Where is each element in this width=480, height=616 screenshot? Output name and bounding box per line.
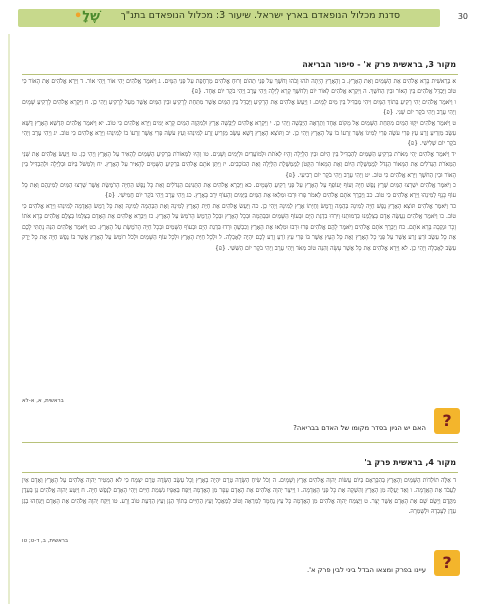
source1-rule [22,74,458,75]
source1-text [22,77,456,395]
source1-paragraph: ו וַיֹּאמֶר אֱלֹהִים יְהִי רָקִיעַ בְּתוֹךְ הַמָּיִם וִיהִי מַבְדִּיל בֵּין מַיִם לָמָיִם. ז וַיַּעַשׂ אֱלֹהִים אֶת הָרָקִיעַ וַיַּבְדֵּל בֵּין הַמַּיִם אֲשֶׁר מִתַּחַת לָרָקִיעַ וּבֵין הַמַּיִם אֲשֶׁר מֵעַל לָרָקִיעַ וַיְהִי כֵן. ח וַיִּקְרָא אֱלֹהִים לָרָקִיעַ שָׁמָיִם וַיְהִי עֶרֶב וַיְהִי בֹקֶר יוֹם שֵׁנִי. {פ} [22,98,456,117]
source1-title: מקור 3, בראשית פרק א' - סיפור הבריאה [302,60,456,69]
source1-paragraph: א בְּרֵאשִׁית בָּרָא אֱלֹהִים אֵת הַשָּׁמַיִם וְאֵת הָאָרֶץ. ב וְהָאָרֶץ הָיְתָה תֹהוּ וָבֹהוּ וְחֹשֶׁךְ עַל פְּנֵי תְהוֹם וְרוּחַ אֱלֹהִים מְרַחֶפֶת עַל פְּנֵי הַמָּיִם. ג וַיֹּאמֶר אֱלֹהִים יְהִי אוֹר וַיְהִי אוֹר. ד וַיַּרְא אֱלֹהִים אֶת הָאוֹר כִּי טוֹב וַיַּבְדֵּל אֱלֹהִים בֵּין הָאוֹר וּבֵין הַחֹשֶׁךְ. ה וַיִּקְרָא אֱלֹהִים לָאוֹר יוֹם וְלַחֹשֶׁךְ קָרָא לָיְלָה וַיְהִי עֶרֶב וַיְהִי בֹקֶר יוֹם אֶחָד. {פ} [22,78,456,96]
question1-text: האם יש הגיון בסדר מקומו של האדם בבריאה? [293,424,426,432]
logo-text: שֶׁלָ [82,9,100,24]
page-number: 30 [457,12,468,21]
source2-paragraph: ד אֵלֶּה תוֹלְדוֹת הַשָּׁמַיִם וְהָאָרֶץ בְּהִבָּרְאָם בְּיוֹם עֲשׂוֹת יְהוָה אֱלֹהִים אֶרֶץ וְשָׁמָיִם. ה וְכֹל שִׂיחַ הַשָּׂדֶה טֶרֶם יִהְיֶה בָאָרֶץ וְכָל עֵשֶׂב הַשָּׂדֶה טֶרֶם יִצְמָח כִּי לֹא הִמְטִיר יְהוָה אֱלֹהִים עַל הָאָרֶץ וְאָדָם אַיִן לַעֲבֹד אֶת הָאֲדָמָה. ו וְאֵד יַעֲלֶה מִן הָאָרֶץ וְהִשְׁקָה אֶת כָּל פְּנֵי הָאֲדָמָה. ז וַיִּיצֶר יְהוָה אֱלֹהִים אֶת הָאָדָם עָפָר מִן הָאֲדָמָה וַיִּפַּח בְּאַפָּיו נִשְׁמַת חַיִּים וַיְהִי הָאָדָם לְנֶפֶשׁ חַיָּה. ח וַיִּטַּע יְהוָה אֱלֹהִים גַּן בְּעֵדֶן מִקֶּדֶם וַיָּשֶׂם שָׁם אֶת הָאָדָם אֲשֶׁר יָצָר. ט וַיַּצְמַח יְהוָה אֱלֹהִים מִן הָאֲדָמָה כָּל עֵץ נֶחְמָד לְמַרְאֶה וְטוֹב לְמַאֲכָל וְעֵץ הַחַיִּים בְּתוֹךְ הַגָּן וְעֵץ הַדַּעַת טוֹב וָרָע. טו וַיִּקַּח יְהוָה אֱלֹהִים אֶת הָאָדָם וַיַּנִּחֵהוּ בְגַן עֵדֶן לְעָבְדָהּ וּלְשָׁמְרָהּ. [22,477,456,516]
header-title: סדנת מכלול הנופאדם בארץ ישראל. שיעור 3: מכלול הנופאדם בתנ"ך [120,10,400,21]
source1-paragraph: כ וַיֹּאמֶר אֱלֹהִים יִשְׁרְצוּ הַמַּיִם שֶׁרֶץ נֶפֶשׁ חַיָּה וְעוֹף יְעוֹפֵף עַל הָאָרֶץ עַל פְּנֵי רְקִיעַ הַשָּׁמָיִם. כא וַיִּבְרָא אֱלֹהִים אֶת הַתַּנִּינִם הַגְּדֹלִים וְאֵת כָּל נֶפֶשׁ הַחַיָּה הָרֹמֶשֶׂת אֲשֶׁר שָׁרְצוּ הַמַּיִם לְמִינֵהֶם וְאֵת כָּל עוֹף כָּנָף לְמִינֵהוּ וַיַּרְא אֱלֹהִים כִּי טוֹב. כב וַיְבָרֶךְ אֹתָם אֱלֹהִים לֵאמֹר פְּרוּ וּרְבוּ וּמִלְאוּ אֶת הַמַּיִם בַּיַּמִּים וְהָעוֹף יִרֶב בָּאָרֶץ. כג וַיְהִי עֶרֶב וַיְהִי בֹקֶר יוֹם חֲמִישִׁי. {פ} [22,182,456,200]
source2-title: מקור 4, בראשית פרק ב' [364,458,456,467]
question2-text: עיינו בפרק ומצאו הבדל ביני לבין פרק א'. [307,566,426,574]
source1-paragraph: ט וַיֹּאמֶר אֱלֹהִים יִקָּווּ הַמַּיִם מִתַּחַת הַשָּׁמַיִם אֶל מָקוֹם אֶחָד וְתֵרָאֶה הַיַּבָּשָׁה וַיְהִי כֵן. י וַיִּקְרָא אֱלֹהִים לַיַּבָּשָׁה אֶרֶץ וּלְמִקְוֵה הַמַּיִם קָרָא יַמִּים וַיַּרְא אֱלֹהִים כִּי טוֹב. יא וַיֹּאמֶר אֱלֹהִים תַּדְשֵׁא הָאָרֶץ דֶּשֶׁא עֵשֶׂב מַזְרִיעַ זֶרַע עֵץ פְּרִי עֹשֶׂה פְּרִי לְמִינוֹ אֲשֶׁר זַרְעוֹ בוֹ עַל הָאָרֶץ וַיְהִי כֵן. יב וַתּוֹצֵא הָאָרֶץ דֶּשֶׁא עֵשֶׂב מַזְרִיעַ זֶרַע לְמִינֵהוּ וְעֵץ עֹשֶׂה פְּרִי אֲשֶׁר זַרְעוֹ בוֹ לְמִינֵהוּ וַיַּרְא אֱלֹהִים כִּי טוֹב. יג וַיְהִי עֶרֶב וַיְהִי בֹקֶר יוֹם שְׁלִישִׁי. {פ} [22,119,456,148]
source1-citation: בראשית, א, א-לא [22,398,64,404]
page-side-strip [8,34,10,604]
source1-paragraph: כד וַיֹּאמֶר אֱלֹהִים תּוֹצֵא הָאָרֶץ נֶפֶשׁ חַיָּה לְמִינָהּ בְּהֵמָה וָרֶמֶשׂ וְחַיְתוֹ אֶרֶץ לְמִינָהּ וַיְהִי כֵן. כה וַיַּעַשׂ אֱלֹהִים אֶת חַיַּת הָאָרֶץ לְמִינָהּ וְאֶת הַבְּהֵמָה לְמִינָהּ וְאֵת כָּל רֶמֶשׂ הָאֲדָמָה לְמִינֵהוּ וַיַּרְא אֱלֹהִים כִּי טוֹב. כו וַיֹּאמֶר אֱלֹהִים נַעֲשֶׂה אָדָם בְּצַלְמֵנוּ כִּדְמוּתֵנוּ וְיִרְדּוּ בִדְגַת הַיָּם וּבְעוֹף הַשָּׁמַיִם וּבַבְּהֵמָה וּבְכָל הָאָרֶץ וּבְכָל הָרֶמֶשׂ הָרֹמֵשׂ עַל הָאָרֶץ. כז וַיִּבְרָא אֱלֹהִים אֶת הָאָדָם בְּצַלְמוֹ בְּצֶלֶם אֱלֹהִים בָּרָא אֹתוֹ זָכָר וּנְקֵבָה בָּרָא אֹתָם. כח וַיְבָרֶךְ אֹתָם אֱלֹהִים וַיֹּאמֶר לָהֶם אֱלֹהִים פְּרוּ וּרְבוּ וּמִלְאוּ אֶת הָאָרֶץ וְכִבְשֻׁהָ וּרְדוּ בִּדְגַת הַיָּם וּבְעוֹף הַשָּׁמַיִם וּבְכָל חַיָּה הָרֹמֶשֶׂת עַל הָאָרֶץ. כט וַיֹּאמֶר אֱלֹהִים הִנֵּה נָתַתִּי לָכֶם אֶת כָּל עֵשֶׂב זֹרֵעַ זֶרַע אֲשֶׁר עַל פְּנֵי כָל הָאָרֶץ וְאֶת כָּל הָעֵץ אֲשֶׁר בּוֹ פְרִי עֵץ זֹרֵעַ זָרַע לָכֶם יִהְיֶה לְאָכְלָה. ל וּלְכָל חַיַּת הָאָרֶץ וּלְכָל עוֹף הַשָּׁמַיִם וּלְכֹל רוֹמֵשׂ עַל הָאָרֶץ אֲשֶׁר בּוֹ נֶפֶשׁ חַיָּה אֶת כָּל יֶרֶק עֵשֶׂב לְאָכְלָה וַיְהִי כֵן. לא וַיַּרְא אֱלֹהִים אֶת כָּל אֲשֶׁר עָשָׂה וְהִנֵּה טוֹב מְאֹד וַיְהִי עֶרֶב וַיְהִי בֹקֶר יוֹם הַשִּׁשִּׁי. {פ} [22,202,456,252]
source1-paragraph: יד וַיֹּאמֶר אֱלֹהִים יְהִי מְאֹרֹת בִּרְקִיעַ הַשָּׁמַיִם לְהַבְדִּיל בֵּין הַיּוֹם וּבֵין הַלָּיְלָה וְהָיוּ לְאֹתֹת וּלְמוֹעֲדִים וּלְיָמִים וְשָׁנִים. טו וְהָיוּ לִמְאוֹרֹת בִּרְקִיעַ הַשָּׁמַיִם לְהָאִיר עַל הָאָרֶץ וַיְהִי כֵן. טז וַיַּעַשׂ אֱלֹהִים אֶת שְׁנֵי הַמְּאֹרֹת הַגְּדֹלִים אֶת הַמָּאוֹר הַגָּדֹל לְמֶמְשֶׁלֶת הַיּוֹם וְאֶת הַמָּאוֹר הַקָּטֹן לְמֶמְשֶׁלֶת הַלַּיְלָה וְאֵת הַכּוֹכָבִים. יז וַיִּתֵּן אֹתָם אֱלֹהִים בִּרְקִיעַ הַשָּׁמָיִם לְהָאִיר עַל הָאָרֶץ. יח וְלִמְשֹׁל בַּיּוֹם וּבַלַּיְלָה וּלְהַבְדִּיל בֵּין הָאוֹר וּבֵין הַחֹשֶׁךְ וַיַּרְא אֱלֹהִים כִּי טוֹב. יט וַיְהִי עֶרֶב וַיְהִי בֹקֶר יוֹם רְבִיעִי. {פ} [22,150,456,179]
question-mark-icon: ? [434,408,460,434]
divider [22,442,458,443]
logo: שֶׁלָ• [73,9,100,24]
source2-rule [22,472,458,473]
source2-text [22,476,456,550]
source2-citation: בראשית, ב, ד-ט; טו [22,538,69,544]
question-mark-icon: ? [434,550,460,576]
page-header [0,0,480,34]
